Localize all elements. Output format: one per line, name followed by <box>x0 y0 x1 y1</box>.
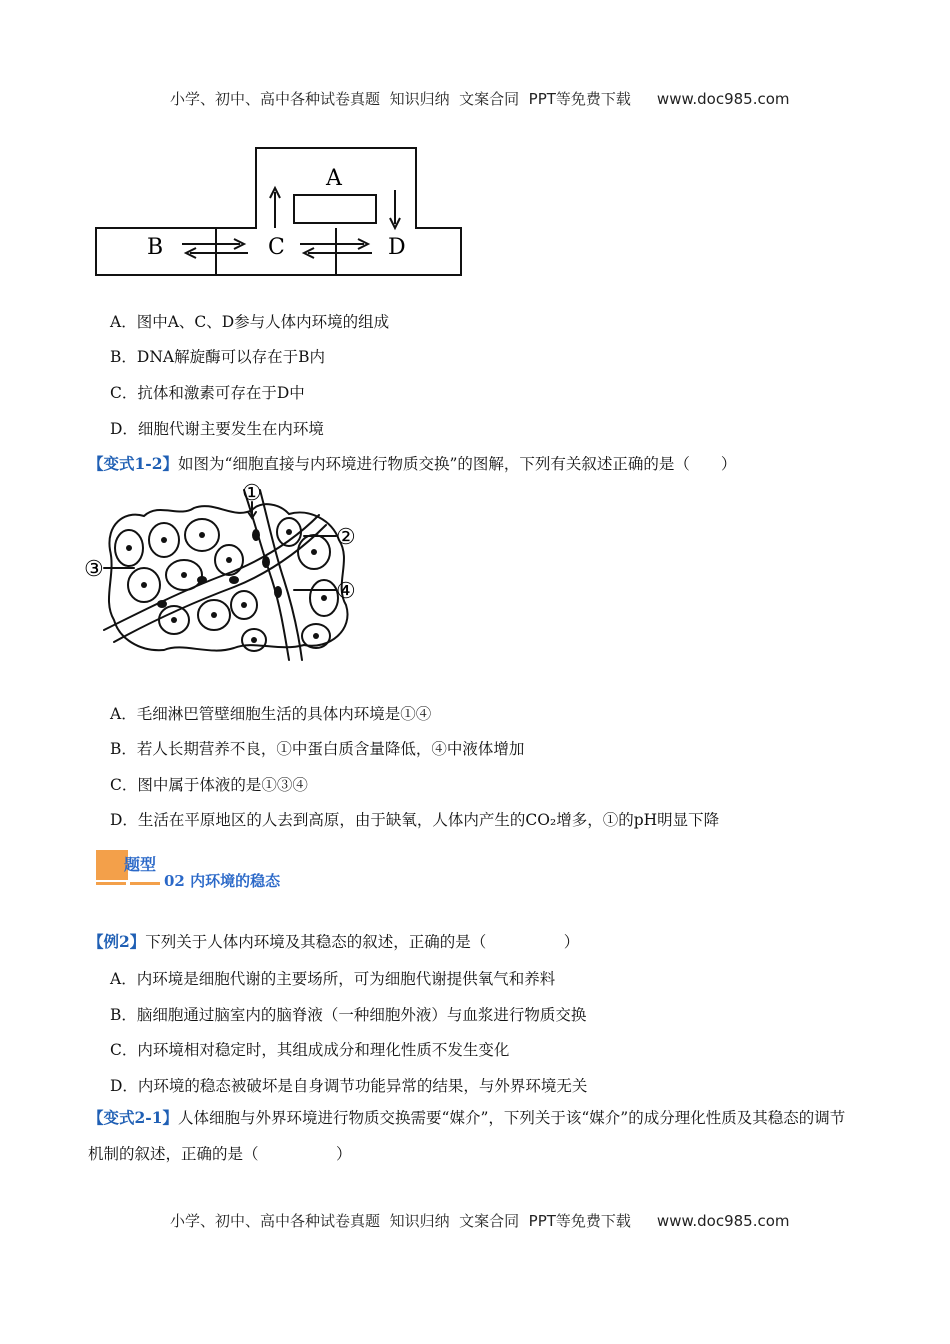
option-a-ex2: A．内环境是细胞代谢的主要场所，可为细胞代谢提供氧气和养料 <box>110 970 556 988</box>
footer-text: 小学、初中、高中各种试卷真题 知识归纳 文案合同 PPT等免费下载 <box>170 1212 631 1230</box>
page-footer <box>0 1192 950 1231</box>
question-stem: 下列关于人体内环境及其稳态的叙述，正确的是（ ） <box>145 933 580 951</box>
label-c: C <box>268 235 285 260</box>
option-b-1-2: B．若人长期营养不良，①中蛋白质含量降低，④中液体增加 <box>110 740 525 758</box>
section-bar <box>130 882 160 885</box>
option-d-prev: D．细胞代谢主要发生在内环境 <box>110 420 324 438</box>
option-b-ex2: B．脑细胞通过脑室内的脑脊液（一种细胞外液）与血浆进行物质交换 <box>110 1006 587 1024</box>
question-2-1 <box>88 1100 858 1172</box>
footer-site: www.doc985.com <box>656 1212 790 1230</box>
question-ex2 <box>88 930 579 952</box>
question-tag: 【变式1-2】 <box>88 454 179 473</box>
header-text: 小学、初中、高中各种试卷真题 知识归纳 文案合同 PPT等免费下载 <box>170 90 631 108</box>
question-tag: 【变式2-1】 <box>88 1108 179 1127</box>
compartment-diagram <box>90 140 470 285</box>
option-c-prev: C．抗体和激素可存在于D中 <box>110 384 305 402</box>
section-title: 02 内环境的稳态 <box>164 872 281 890</box>
tissue-diagram <box>84 480 374 665</box>
option-d-ex2: D．内环境的稳态被破坏是自身调节功能异常的结果，与外界环境无关 <box>110 1077 588 1095</box>
marker-4: ④ <box>336 579 356 604</box>
header-site: www.doc985.com <box>656 90 790 108</box>
marker-1: ① <box>242 481 262 506</box>
page-header <box>0 70 950 109</box>
question-stem: 如图为“细胞直接与内环境进行物质交换”的图解，下列有关叙述正确的是（ ） <box>178 455 737 473</box>
option-c-1-2: C．图中属于体液的是①③④ <box>110 776 308 794</box>
marker-3: ③ <box>84 557 104 582</box>
question-stem: 人体细胞与外界环境进行物质交换需要“媒介”，下列关于该“媒介”的成分理化性质及其稳态的调节机制的叙述，正确的是（ ） <box>88 1109 846 1163</box>
question-tag: 【例2】 <box>88 932 146 951</box>
option-d-1-2: D．生活在平原地区的人去到高原，由于缺氧，人体内产生的CO₂增多，①的pH明显下降 <box>110 811 720 829</box>
section-badge: 题型 <box>124 855 157 874</box>
option-b-prev: B．DNA解旋酶可以存在于B内 <box>110 348 325 366</box>
label-a: A <box>326 166 342 191</box>
label-b: B <box>147 235 164 260</box>
option-a-prev: A．图中A、C、D参与人体内环境的组成 <box>110 313 390 331</box>
option-c-ex2: C．内环境相对稳定时，其组成成分和理化性质不发生变化 <box>110 1041 510 1059</box>
section-bar <box>96 882 126 885</box>
question-1-2 <box>88 452 736 474</box>
marker-2: ② <box>336 525 356 550</box>
option-a-1-2: A．毛细淋巴管壁细胞生活的具体内环境是①④ <box>110 705 432 723</box>
label-d: D <box>388 235 406 260</box>
